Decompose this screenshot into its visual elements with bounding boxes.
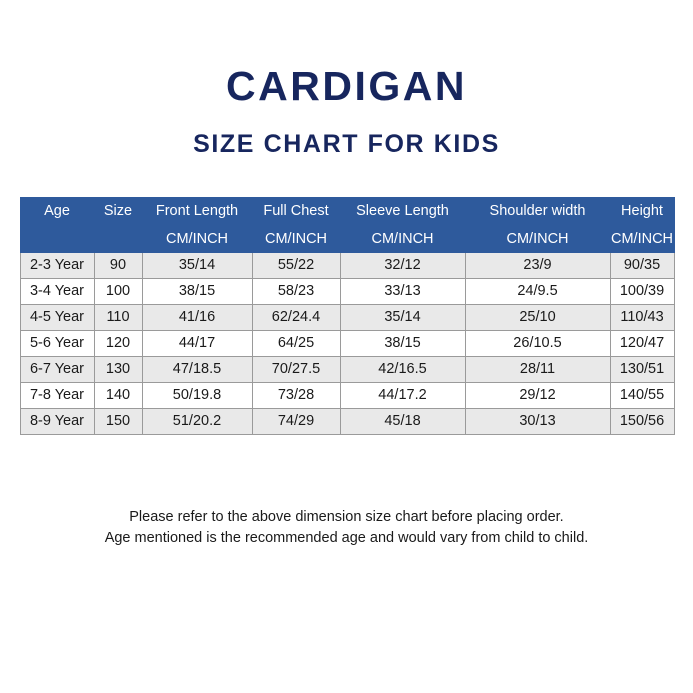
cell-full-chest: 64/25 xyxy=(252,331,340,357)
cell-size: 130 xyxy=(94,357,142,383)
cell-height: 130/51 xyxy=(610,357,674,383)
column-header-sleeve-length: Sleeve Length xyxy=(340,198,465,226)
cell-sleeve-length: 44/17.2 xyxy=(340,383,465,409)
column-unit-height: CM/INCH xyxy=(610,226,674,253)
cell-front-length: 47/18.5 xyxy=(142,357,252,383)
cell-shoulder-width: 28/11 xyxy=(465,357,610,383)
table-row xyxy=(20,305,674,331)
cell-shoulder-width: 30/13 xyxy=(465,409,610,435)
cell-size: 150 xyxy=(94,409,142,435)
cell-sleeve-length: 42/16.5 xyxy=(340,357,465,383)
table-header-row xyxy=(20,198,674,226)
cell-size: 140 xyxy=(94,383,142,409)
cell-age: 5-6 Year xyxy=(20,331,94,357)
cell-height: 110/43 xyxy=(610,305,674,331)
cell-full-chest: 74/29 xyxy=(252,409,340,435)
cell-shoulder-width: 25/10 xyxy=(465,305,610,331)
cell-shoulder-width: 29/12 xyxy=(465,383,610,409)
cell-full-chest: 73/28 xyxy=(252,383,340,409)
cell-full-chest: 58/23 xyxy=(252,279,340,305)
cell-age: 7-8 Year xyxy=(20,383,94,409)
cell-sleeve-length: 45/18 xyxy=(340,409,465,435)
footnote-line-1: Please refer to the above dimension size chart before placing order. xyxy=(129,509,564,525)
column-header-shoulder-width: Shoulder width xyxy=(465,198,610,226)
table-row xyxy=(20,279,674,305)
table-row xyxy=(20,409,674,435)
cell-front-length: 44/17 xyxy=(142,331,252,357)
column-header-full-chest: Full Chest xyxy=(252,198,340,226)
column-unit-age xyxy=(20,226,94,253)
cell-size: 120 xyxy=(94,331,142,357)
cell-front-length: 41/16 xyxy=(142,305,252,331)
cell-height: 140/55 xyxy=(610,383,674,409)
cell-shoulder-width: 24/9.5 xyxy=(465,279,610,305)
cell-front-length: 38/15 xyxy=(142,279,252,305)
table-unit-row xyxy=(20,226,674,253)
cell-age: 8-9 Year xyxy=(20,409,94,435)
cell-front-length: 51/20.2 xyxy=(142,409,252,435)
cell-age: 3-4 Year xyxy=(20,279,94,305)
size-chart-table xyxy=(20,197,675,435)
table-row xyxy=(20,357,674,383)
page-subtitle: SIZE CHART FOR KIDS xyxy=(193,130,500,158)
table-row xyxy=(20,331,674,357)
table-row xyxy=(20,253,674,279)
footnote-line-2: Age mentioned is the recommended age and would vary from child to child. xyxy=(104,530,589,546)
page-title: CARDIGAN xyxy=(226,63,467,109)
cell-age: 2-3 Year xyxy=(20,253,94,279)
cell-sleeve-length: 33/13 xyxy=(340,279,465,305)
cell-height: 120/47 xyxy=(610,331,674,357)
cell-size: 100 xyxy=(94,279,142,305)
cell-sleeve-length: 35/14 xyxy=(340,305,465,331)
cell-full-chest: 70/27.5 xyxy=(252,357,340,383)
cell-sleeve-length: 32/12 xyxy=(340,253,465,279)
cell-shoulder-width: 26/10.5 xyxy=(465,331,610,357)
column-unit-shoulder-width: CM/INCH xyxy=(465,226,610,253)
column-unit-front-length: CM/INCH xyxy=(142,226,252,253)
cell-front-length: 35/14 xyxy=(142,253,252,279)
cell-height: 90/35 xyxy=(610,253,674,279)
cell-age: 4-5 Year xyxy=(20,305,94,331)
cell-height: 100/39 xyxy=(610,279,674,305)
column-header-age: Age xyxy=(20,198,94,226)
column-unit-full-chest: CM/INCH xyxy=(252,226,340,253)
table-row xyxy=(20,383,674,409)
cell-height: 150/56 xyxy=(610,409,674,435)
column-unit-size xyxy=(94,226,142,253)
cell-sleeve-length: 38/15 xyxy=(340,331,465,357)
column-unit-sleeve-length: CM/INCH xyxy=(340,226,465,253)
size-chart-table-wrapper xyxy=(20,197,674,435)
cell-full-chest: 55/22 xyxy=(252,253,340,279)
cell-age: 6-7 Year xyxy=(20,357,94,383)
cell-full-chest: 62/24.4 xyxy=(252,305,340,331)
table-header xyxy=(20,198,674,253)
cell-front-length: 50/19.8 xyxy=(142,383,252,409)
column-header-height: Height xyxy=(610,198,674,226)
cell-shoulder-width: 23/9 xyxy=(465,253,610,279)
column-header-front-length: Front Length xyxy=(142,198,252,226)
cell-size: 110 xyxy=(94,305,142,331)
cell-size: 90 xyxy=(94,253,142,279)
table-body xyxy=(20,253,674,435)
footnote xyxy=(105,507,589,549)
column-header-size: Size xyxy=(94,198,142,226)
